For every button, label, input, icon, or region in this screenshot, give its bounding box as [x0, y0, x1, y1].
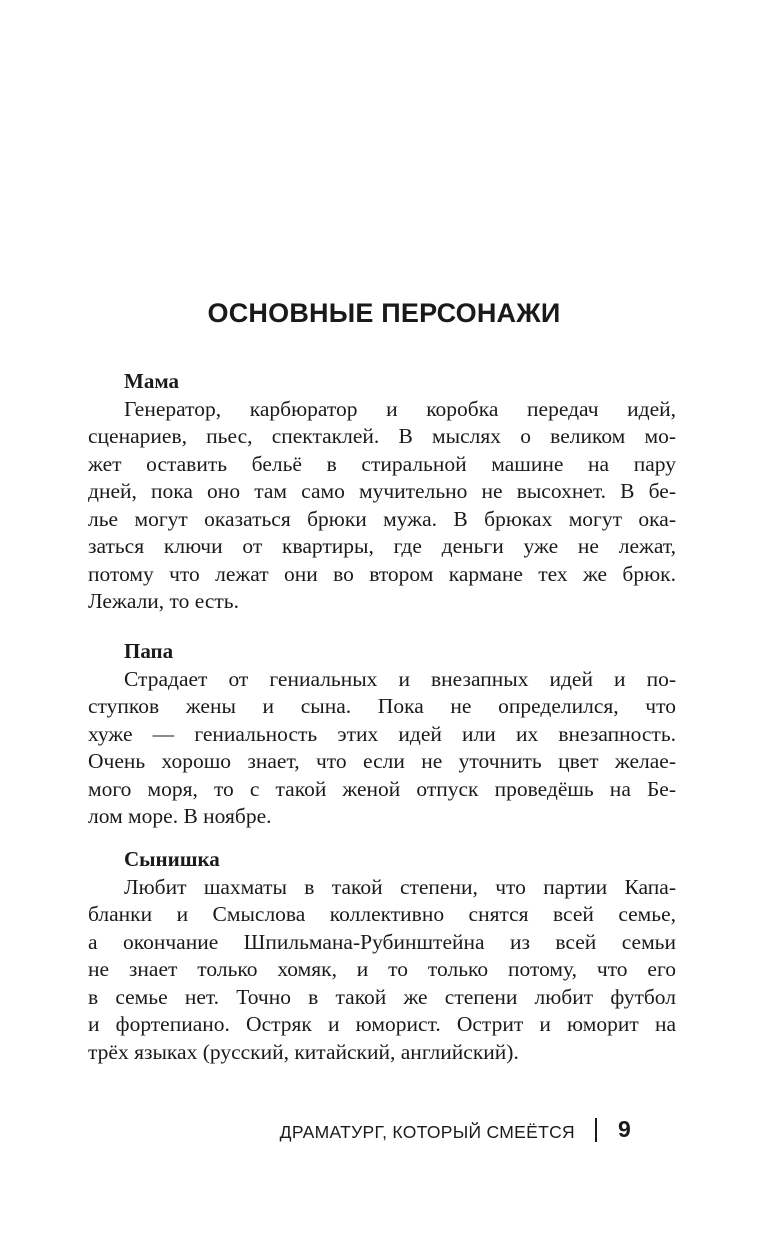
text-line: в семье нет. Точно в такой же степени любит футбол	[88, 984, 676, 1009]
character-section-son	[88, 846, 676, 1066]
running-title: ДРАМАТУРГ, КОТОРЫЙ СМЕЁТСЯ	[279, 1122, 575, 1142]
character-name: Мама	[124, 369, 179, 393]
text-line: Страдает от гениальных и внезапных идей и по-	[124, 666, 676, 691]
text-line: дней, пока оно там само мучительно не высохнет. В бе-	[88, 479, 676, 503]
text-line: лом море. В ноябре.	[88, 804, 272, 828]
character-name: Сынишка	[124, 847, 220, 871]
character-name: Папа	[124, 639, 174, 663]
text-line: сценариев, пьес, спектаклей. В мыслях о великом мо-	[88, 424, 676, 448]
character-description	[88, 666, 676, 831]
text-line: и фортепиано. Остряк и юморист. Острит и юморит на	[88, 1012, 676, 1036]
text-line: Очень хорошо знает, что если не уточнить цвет желае-	[88, 749, 676, 773]
page-title: ОСНОВНЫЕ ПЕРСОНАЖИ	[207, 298, 561, 328]
text-line: потому что лежат они во втором кармане тех же брюк.	[88, 561, 676, 586]
text-line: жет оставить бельё в стиральной машине на пару	[88, 451, 676, 476]
text-line: Лежали, то есть.	[88, 589, 239, 613]
character-description	[88, 874, 676, 1067]
text-line: ступков жены и сына. Пока не определился, что	[88, 694, 676, 718]
text-line: хуже — гениальность этих идей или их внезапность.	[88, 721, 676, 746]
text-line: Любит шахматы в такой степени, что партии Капа-	[124, 874, 676, 899]
text-line: а окончание Шпильмана-Рубинштейна из всей семьи	[88, 929, 676, 954]
text-line: лье могут оказаться брюки мужа. В брюках могут ока-	[88, 506, 676, 531]
text-line: заться ключи от квартиры, где деньги уже не лежат,	[88, 534, 676, 558]
text-line: мого моря, то с такой женой отпуск проведёшь на Бе-	[88, 776, 676, 801]
page-number: 9	[618, 1116, 631, 1142]
character-description	[88, 396, 676, 616]
character-section-papa	[88, 638, 676, 831]
text-line: бланки и Смыслова коллективно снятся всей семье,	[88, 902, 676, 926]
text-line: не знает только хомяк, и то только потому, что его	[88, 957, 676, 981]
page-footer	[0, 1115, 768, 1147]
character-section-mama	[88, 368, 676, 616]
footer-separator	[595, 1118, 597, 1142]
text-line: Генератор, карбюратор и коробка передач идей,	[124, 396, 676, 421]
text-line: трёх языках (русский, китайский, английский).	[88, 1039, 519, 1064]
